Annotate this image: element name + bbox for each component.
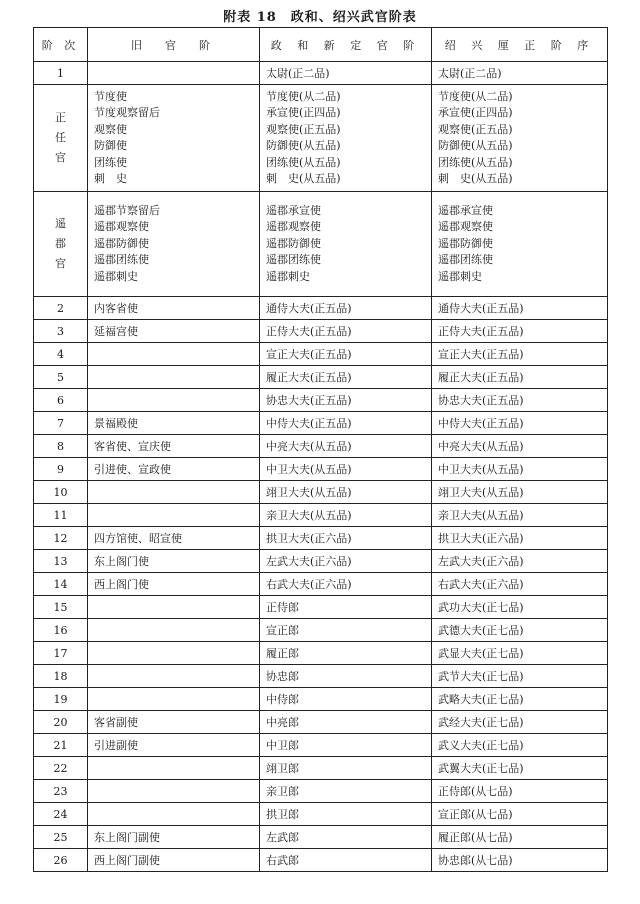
cell-old <box>88 688 260 711</box>
header-zhenghe-rank: 政 和 新 定 官 阶 <box>260 28 432 62</box>
cell-old: 四方馆使、昭宣使 <box>88 527 260 550</box>
cell-shaoxing: 正侍大夫(正五品) <box>432 320 608 343</box>
cell-old <box>88 757 260 780</box>
cell-zhenghe: 拱卫郎 <box>260 803 432 826</box>
header-rank: 阶 次 <box>34 28 88 62</box>
cell-old <box>88 481 260 504</box>
header-row <box>34 28 608 62</box>
cell-old: 东上阁门副使 <box>88 826 260 849</box>
cell-old <box>88 642 260 665</box>
cell-shaoxing: 正侍郎(从七品) <box>432 780 608 803</box>
cell-shaoxing: 中卫大夫(从五品) <box>432 458 608 481</box>
group-shaoxing-zhengren: 节度使(从二品) 承宣使(正四品) 观察使(正五品) 防御使(从五品) 团练使(从五品) 刺 史(从五品) <box>432 85 608 192</box>
table-row <box>34 642 608 665</box>
cell-rank: 2 <box>34 297 88 320</box>
group-zhenghe-zhengren: 节度使(从二品) 承宣使(正四品) 观察使(正五品) 防御使(从五品) 团练使(从五品) 刺 史(从五品) <box>260 85 432 192</box>
cell-shaoxing: 通侍大夫(正五品) <box>432 297 608 320</box>
cell-rank: 4 <box>34 343 88 366</box>
table-row <box>34 412 608 435</box>
cell-shaoxing: 拱卫大夫(正六品) <box>432 527 608 550</box>
cell-shaoxing: 武经大夫(正七品) <box>432 711 608 734</box>
cell-old: 东上阁门使 <box>88 550 260 573</box>
cell-rank: 11 <box>34 504 88 527</box>
cell-shaoxing: 宣正郎(从七品) <box>432 803 608 826</box>
table-row <box>34 435 608 458</box>
cell-rank: 25 <box>34 826 88 849</box>
cell-old <box>88 504 260 527</box>
group-row-zhengren <box>34 85 608 192</box>
cell-rank: 24 <box>34 803 88 826</box>
cell-rank: 16 <box>34 619 88 642</box>
cell-old: 西上阁门副使 <box>88 849 260 872</box>
table-row <box>34 780 608 803</box>
cell-rank: 7 <box>34 412 88 435</box>
cell-old <box>88 343 260 366</box>
table-row <box>34 619 608 642</box>
group-label-zhengren: 正 任 官 <box>34 85 88 192</box>
cell-zhenghe: 中卫大夫(从五品) <box>260 458 432 481</box>
cell-old <box>88 366 260 389</box>
cell-zhenghe: 通侍大夫(正五品) <box>260 297 432 320</box>
cell-zhenghe: 左武大夫(正六品) <box>260 550 432 573</box>
cell-zhenghe: 太尉(正二品) <box>260 62 432 85</box>
cell-zhenghe: 右武郎 <box>260 849 432 872</box>
cell-zhenghe: 协忠郎 <box>260 665 432 688</box>
cell-shaoxing: 协忠大夫(正五品) <box>432 389 608 412</box>
cell-rank: 13 <box>34 550 88 573</box>
cell-zhenghe: 宣正大夫(正五品) <box>260 343 432 366</box>
cell-shaoxing: 翊卫大夫(从五品) <box>432 481 608 504</box>
group-zhenghe-yaojun: 遥郡承宣使 遥郡观察使 遥郡防御使 遥郡团练使 遥郡刺史 <box>260 192 432 297</box>
rank-table <box>33 27 608 872</box>
cell-zhenghe: 履正郎 <box>260 642 432 665</box>
cell-old: 西上阁门使 <box>88 573 260 596</box>
cell-zhenghe: 拱卫大夫(正六品) <box>260 527 432 550</box>
cell-rank: 6 <box>34 389 88 412</box>
cell-zhenghe: 亲卫郎 <box>260 780 432 803</box>
cell-rank: 5 <box>34 366 88 389</box>
cell-zhenghe: 亲卫大夫(从五品) <box>260 504 432 527</box>
table-row <box>34 320 608 343</box>
table-row <box>34 826 608 849</box>
header-shaoxing-rank: 绍 兴 厘 正 阶 序 <box>432 28 608 62</box>
cell-shaoxing: 履正大夫(正五品) <box>432 366 608 389</box>
table-row <box>34 573 608 596</box>
cell-zhenghe: 左武郎 <box>260 826 432 849</box>
cell-old <box>88 619 260 642</box>
cell-old <box>88 665 260 688</box>
cell-old: 引进使、宣政使 <box>88 458 260 481</box>
cell-zhenghe: 中亮大夫(从五品) <box>260 435 432 458</box>
cell-zhenghe: 正侍郎 <box>260 596 432 619</box>
cell-rank: 14 <box>34 573 88 596</box>
cell-zhenghe: 协忠大夫(正五品) <box>260 389 432 412</box>
cell-zhenghe: 中卫郎 <box>260 734 432 757</box>
table-row <box>34 849 608 872</box>
cell-zhenghe: 中侍大夫(正五品) <box>260 412 432 435</box>
table-row <box>34 343 608 366</box>
cell-shaoxing: 右武大夫(正六品) <box>432 573 608 596</box>
table-row <box>34 550 608 573</box>
cell-zhenghe: 正侍大夫(正五品) <box>260 320 432 343</box>
cell-zhenghe: 宣正郎 <box>260 619 432 642</box>
cell-rank: 23 <box>34 780 88 803</box>
cell-shaoxing: 中亮大夫(从五品) <box>432 435 608 458</box>
cell-rank: 20 <box>34 711 88 734</box>
table-row <box>34 527 608 550</box>
cell-shaoxing: 武翼大夫(正七品) <box>432 757 608 780</box>
cell-old: 客省副使 <box>88 711 260 734</box>
group-shaoxing-yaojun: 遥郡承宣使 遥郡观察使 遥郡防御使 遥郡团练使 遥郡刺史 <box>432 192 608 297</box>
cell-old: 内客省使 <box>88 297 260 320</box>
table-row <box>34 297 608 320</box>
table-row <box>34 62 608 85</box>
table-row <box>34 389 608 412</box>
cell-shaoxing: 武功大夫(正七品) <box>432 596 608 619</box>
cell-zhenghe: 中侍郎 <box>260 688 432 711</box>
cell-shaoxing: 协忠郎(从七品) <box>432 849 608 872</box>
table-row <box>34 688 608 711</box>
cell-shaoxing: 太尉(正二品) <box>432 62 608 85</box>
cell-shaoxing: 武义大夫(正七品) <box>432 734 608 757</box>
cell-shaoxing: 履正郎(从七品) <box>432 826 608 849</box>
cell-old <box>88 780 260 803</box>
table-row <box>34 504 608 527</box>
cell-rank: 18 <box>34 665 88 688</box>
header-old-rank: 旧 官 阶 <box>88 28 260 62</box>
cell-shaoxing: 武节大夫(正七品) <box>432 665 608 688</box>
cell-old: 景福殿使 <box>88 412 260 435</box>
cell-shaoxing: 左武大夫(正六品) <box>432 550 608 573</box>
cell-rank: 22 <box>34 757 88 780</box>
cell-rank: 12 <box>34 527 88 550</box>
cell-shaoxing: 宣正大夫(正五品) <box>432 343 608 366</box>
table-row <box>34 665 608 688</box>
cell-old: 客省使、宣庆使 <box>88 435 260 458</box>
cell-old <box>88 62 260 85</box>
group-old-yaojun: 遥郡节察留后 遥郡观察使 遥郡防御使 遥郡团练使 遥郡刺史 <box>88 192 260 297</box>
table-row <box>34 734 608 757</box>
cell-shaoxing: 中侍大夫(正五品) <box>432 412 608 435</box>
cell-rank: 26 <box>34 849 88 872</box>
cell-rank: 21 <box>34 734 88 757</box>
cell-old: 延福宫使 <box>88 320 260 343</box>
cell-rank: 10 <box>34 481 88 504</box>
cell-shaoxing: 亲卫大夫(从五品) <box>432 504 608 527</box>
cell-rank: 15 <box>34 596 88 619</box>
cell-old <box>88 803 260 826</box>
cell-old <box>88 389 260 412</box>
cell-zhenghe: 中亮郎 <box>260 711 432 734</box>
cell-shaoxing: 武略大夫(正七品) <box>432 688 608 711</box>
cell-zhenghe: 翊卫郎 <box>260 757 432 780</box>
cell-zhenghe: 履正大夫(正五品) <box>260 366 432 389</box>
group-old-zhengren: 节度使 节度观察留后 观察使 防御使 团练使 刺 史 <box>88 85 260 192</box>
table-row <box>34 481 608 504</box>
group-row-yaojun <box>34 192 608 297</box>
table-row <box>34 458 608 481</box>
table-row <box>34 366 608 389</box>
table-title: 附表 18 政和、绍兴武官阶表 <box>223 10 417 25</box>
cell-rank: 9 <box>34 458 88 481</box>
table-row <box>34 711 608 734</box>
cell-rank: 1 <box>34 62 88 85</box>
cell-zhenghe: 右武大夫(正六品) <box>260 573 432 596</box>
cell-shaoxing: 武德大夫(正七品) <box>432 619 608 642</box>
cell-zhenghe: 翊卫大夫(从五品) <box>260 481 432 504</box>
table-row <box>34 596 608 619</box>
cell-rank: 3 <box>34 320 88 343</box>
table-row <box>34 803 608 826</box>
group-label-yaojun: 遥 郡 官 <box>34 192 88 297</box>
cell-rank: 17 <box>34 642 88 665</box>
cell-rank: 8 <box>34 435 88 458</box>
cell-shaoxing: 武显大夫(正七品) <box>432 642 608 665</box>
cell-rank: 19 <box>34 688 88 711</box>
cell-old: 引进副使 <box>88 734 260 757</box>
cell-old <box>88 596 260 619</box>
table-row <box>34 757 608 780</box>
